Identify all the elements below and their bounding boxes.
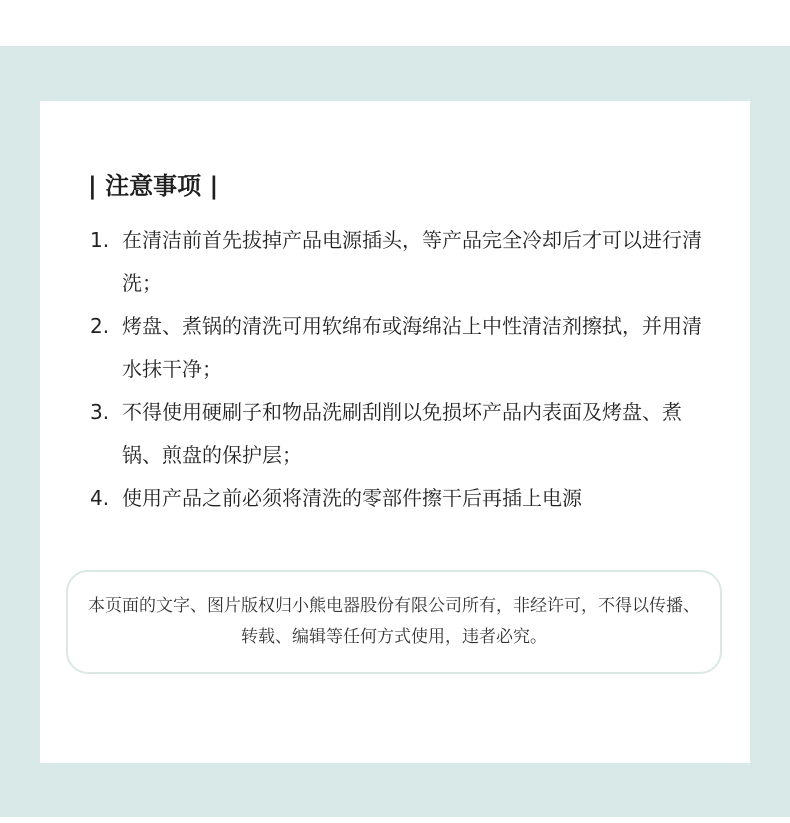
item-number: 3. xyxy=(90,400,110,424)
list-item xyxy=(90,391,710,477)
item-text: 使用产品之前必须将清洗的零部件擦干后再插上电源 xyxy=(122,486,582,510)
item-text: 烤盘、煮锅的清洗可用软绵布或海绵沾上中性清洁剂擦拭，并用清水抹干净； xyxy=(122,314,702,381)
item-number: 4. xyxy=(90,486,110,510)
copyright-notice-text: 本页面的文字、图片版权归小熊电器股份有限公司所有，非经许可，不得以传播、转载、编辑等任何方式使用，违者必究。 xyxy=(88,596,700,647)
copyright-notice-box xyxy=(66,570,722,674)
list-item xyxy=(90,477,710,520)
item-number: 1. xyxy=(90,228,110,252)
content-card xyxy=(40,101,750,763)
section-title: | 注意事项 | xyxy=(88,172,219,200)
notice-list xyxy=(90,219,710,520)
item-number: 2. xyxy=(90,314,110,338)
item-text: 在清洁前首先拔掉产品电源插头，等产品完全冷却后才可以进行清洗； xyxy=(122,228,702,295)
list-item xyxy=(90,305,710,391)
item-text: 不得使用硬刷子和物品洗刷刮削以免损坏产品内表面及烤盘、煮锅、煎盘的保护层； xyxy=(122,400,682,467)
list-item xyxy=(90,219,710,305)
